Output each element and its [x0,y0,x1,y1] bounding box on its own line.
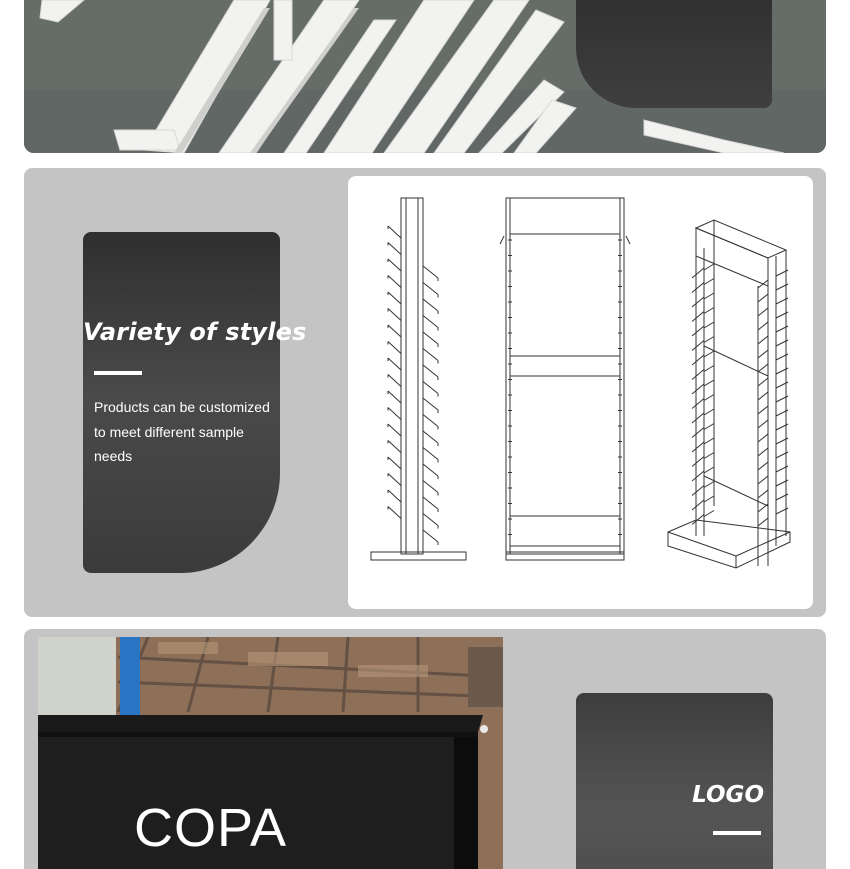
side-view-drawing [371,198,466,560]
sign-text: COPA [134,798,288,858]
styles-card [83,232,307,573]
title-underline [94,371,142,375]
front-view-drawing [500,198,630,560]
logo-underline [713,831,761,835]
perspective-view-drawing [668,220,790,568]
logo-title: LOGO [692,782,764,808]
styles-description: Products can be customized to meet different sample needs [94,399,270,464]
logo-rack-photo [38,637,503,869]
technical-drawing-card [348,176,813,609]
rack-photo-top [24,0,826,153]
styles-title: Variety of styles [83,318,307,346]
logo-card [576,693,773,869]
dark-card-top [576,0,772,108]
styles-panel [24,168,826,617]
logo-panel [24,629,826,869]
rack-drawings-image [348,176,813,609]
